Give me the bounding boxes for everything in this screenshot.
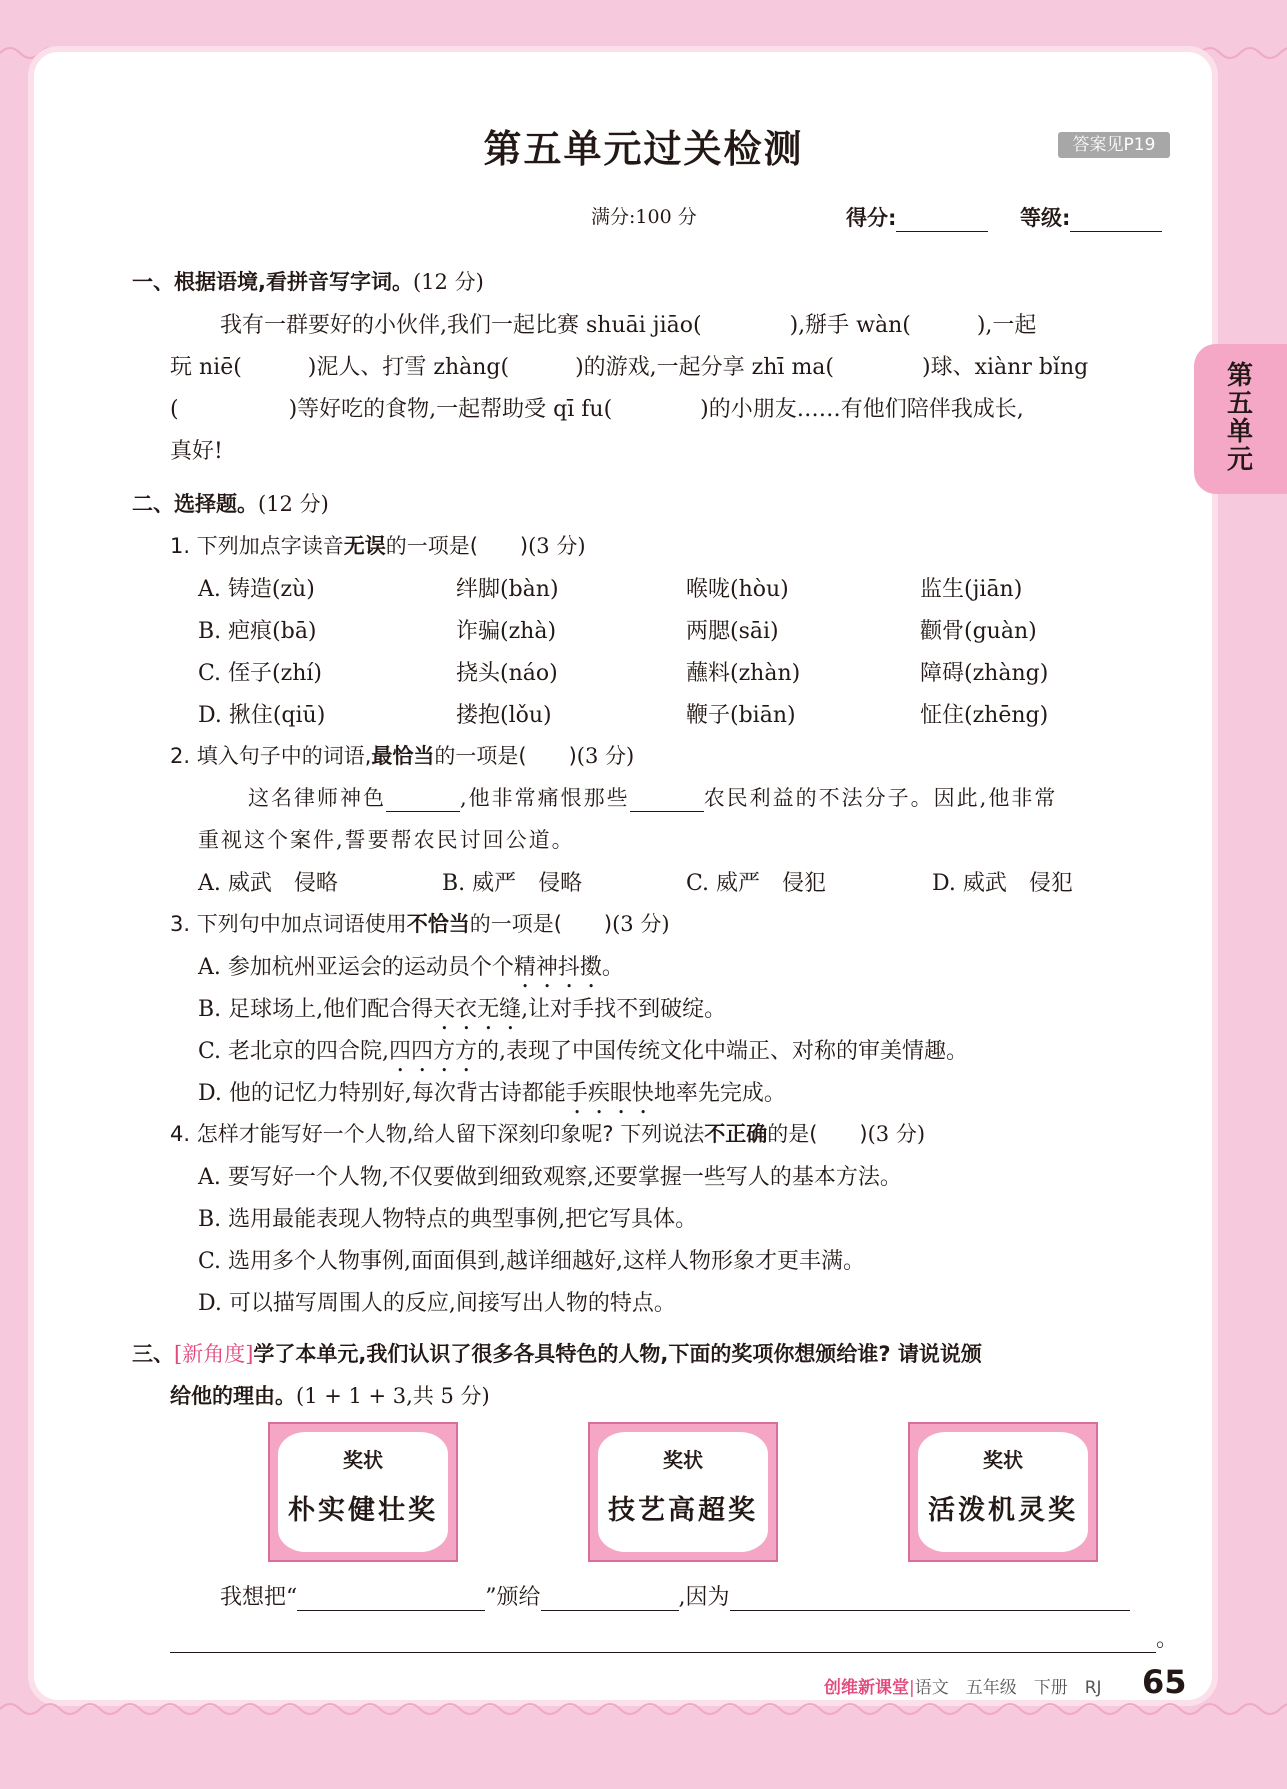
q1-b-1[interactable]: B. 疤痕(bā) <box>198 619 317 644</box>
award-head: 奖状 <box>343 1448 383 1472</box>
grade-blank[interactable] <box>1070 231 1162 232</box>
q2-option-a[interactable]: A. 威武 侵略 <box>198 871 338 896</box>
q1-c-1[interactable]: C. 侄子(zhí) <box>198 661 322 686</box>
q3-option-b[interactable]: B. 足球场上,他们配合得天衣无缝,让对手找不到破绽。 <box>198 997 727 1022</box>
q1-c-4: 障碍(zhàng) <box>920 661 1049 686</box>
q2-sentence-line-1: 这名律师神色 ,他非常痛恨那些 农民利益的不法分子。因此,他非常 <box>248 786 1058 810</box>
q3-option-a[interactable]: A. 参加杭州亚运会的运动员个个精神抖擞。 <box>198 955 624 980</box>
section1-title: 一、根据语境,看拼音写字词。(12 分) <box>132 270 484 294</box>
score-label: 得分: <box>846 206 897 230</box>
section3-answer-line: 我想把“ ”颁给 ,因为 <box>220 1580 1130 1611</box>
section2-title: 二、选择题。(12 分) <box>132 492 329 516</box>
new-angle-tag: [新角度] <box>174 1342 254 1366</box>
section1-line-4: 真好! <box>170 439 223 464</box>
q2-blank-1[interactable] <box>386 811 460 812</box>
q1-a-4: 监生(jiān) <box>920 577 1023 602</box>
award-certificate-2 <box>588 1422 778 1562</box>
bottom-wavy-border <box>0 1694 1287 1724</box>
grade-label: 等级: <box>1020 206 1071 230</box>
q1-b-4: 颧骨(guàn) <box>920 619 1037 644</box>
q3-option-c[interactable]: C. 老北京的四合院,四四方方的,表现了中国传统文化中端正、对称的审美情趣。 <box>198 1039 969 1064</box>
full-score-label: 满分:100 分 <box>591 206 697 228</box>
award-name: 活泼机灵奖 <box>928 1495 1078 1526</box>
q4-option-b[interactable]: B. 选用最能表现人物特点的典型事例,把它写具体。 <box>198 1207 698 1232</box>
q1-d-1[interactable]: D. 揪住(qiū) <box>198 703 326 728</box>
section1-line-3: ( )等好吃的食物,一起帮助受 qī fu( )的小朋友……有他们陪伴我成长, <box>170 397 1024 422</box>
q2-option-c[interactable]: C. 威严 侵犯 <box>686 871 827 896</box>
award-name-blank[interactable] <box>297 1610 485 1611</box>
q3-prompt: 3. 下列句中加点词语使用不恰当的一项是( )(3 分) <box>170 912 670 936</box>
score-blank[interactable] <box>896 231 988 232</box>
footer-brand: 创维新课堂|语文 五年级 下册 RJ <box>824 1678 1102 1698</box>
q4-prompt: 4. 怎样才能写好一个人物,给人留下深刻印象呢? 下列说法不正确的是( )(3 分) <box>170 1122 926 1146</box>
q4-option-c[interactable]: C. 选用多个人物事例,面面俱到,越详细越好,这样人物形象才更丰满。 <box>198 1249 866 1274</box>
award-certificate-1 <box>268 1422 458 1562</box>
q3-option-d[interactable]: D. 他的记忆力特别好,每次背古诗都能手疾眼快地率先完成。 <box>198 1081 786 1106</box>
section1-line-1: 我有一群要好的小伙伴,我们一起比赛 shuāi jiāo( ),掰手 wàn( ),一起 <box>220 313 1037 338</box>
q2-sentence-line-2: 重视这个案件,誓要帮农民讨回公道。 <box>198 828 575 852</box>
q2-prompt: 2. 填入句子中的词语,最恰当的一项是( )(3 分) <box>170 744 635 768</box>
section1-line-2: 玩 niē( )泥人、打雪 zhàng( )的游戏,一起分享 zhī ma( )球、xiànr bǐng <box>170 355 1089 380</box>
q1-prompt: 1. 下列加点字读音无误的一项是( )(3 分) <box>170 534 586 558</box>
q1-c-3: 蘸料(zhàn) <box>686 661 801 686</box>
brand-name: 创维新课堂 <box>824 1678 909 1698</box>
award-head: 奖状 <box>983 1448 1023 1472</box>
unit-side-tab-label: 第五单元 <box>1226 361 1253 475</box>
award-certificate-3 <box>908 1422 1098 1562</box>
section3-title: 三、[新角度]学了本单元,我们认识了很多各具特色的人物,下面的奖项你想颁给谁? 请说说颁 <box>132 1342 982 1366</box>
reason-blank-1[interactable] <box>730 1610 1130 1611</box>
page-number: 65 <box>1142 1663 1187 1701</box>
grade-field <box>1020 202 1162 232</box>
q2-option-b[interactable]: B. 威严 侵略 <box>442 871 583 896</box>
page-title: 第五单元过关检测 <box>483 127 804 171</box>
award-name: 技艺高超奖 <box>608 1495 758 1526</box>
q2-blank-2[interactable] <box>630 811 704 812</box>
section3-title-line-2: 给他的理由。(1 + 1 + 3,共 5 分) <box>170 1384 490 1408</box>
q1-c-2: 挠头(náo) <box>456 661 558 686</box>
recipient-blank[interactable] <box>541 1610 679 1611</box>
q1-d-3: 鞭子(biān) <box>686 703 796 728</box>
award-head: 奖状 <box>663 1448 703 1472</box>
q4-option-a[interactable]: A. 要写好一个人物,不仅要做到细致观察,还要掌握一些写人的基本方法。 <box>198 1165 902 1190</box>
reason-blank-2[interactable] <box>170 1652 1156 1653</box>
unit-side-tab <box>1194 344 1287 494</box>
q1-a-1[interactable]: A. 铸造(zù) <box>198 577 315 602</box>
q1-b-2: 诈骗(zhà) <box>456 619 557 644</box>
q1-a-3: 喉咙(hòu) <box>686 577 789 602</box>
q1-d-4: 怔住(zhēng) <box>920 703 1049 728</box>
q1-b-3: 两腮(sāi) <box>686 619 779 644</box>
q1-d-2: 搂抱(lǒu) <box>456 703 552 728</box>
answer-reference-badge: 答案见P19 <box>1058 132 1170 158</box>
q4-option-d[interactable]: D. 可以描写周围人的反应,间接写出人物的特点。 <box>198 1291 676 1316</box>
award-name: 朴实健壮奖 <box>288 1495 438 1526</box>
q2-option-d[interactable]: D. 威武 侵犯 <box>932 871 1073 896</box>
section3-answer-line-2: 。 <box>170 1622 1178 1653</box>
score-field <box>846 202 988 232</box>
q1-a-2: 绊脚(bàn) <box>456 577 559 602</box>
